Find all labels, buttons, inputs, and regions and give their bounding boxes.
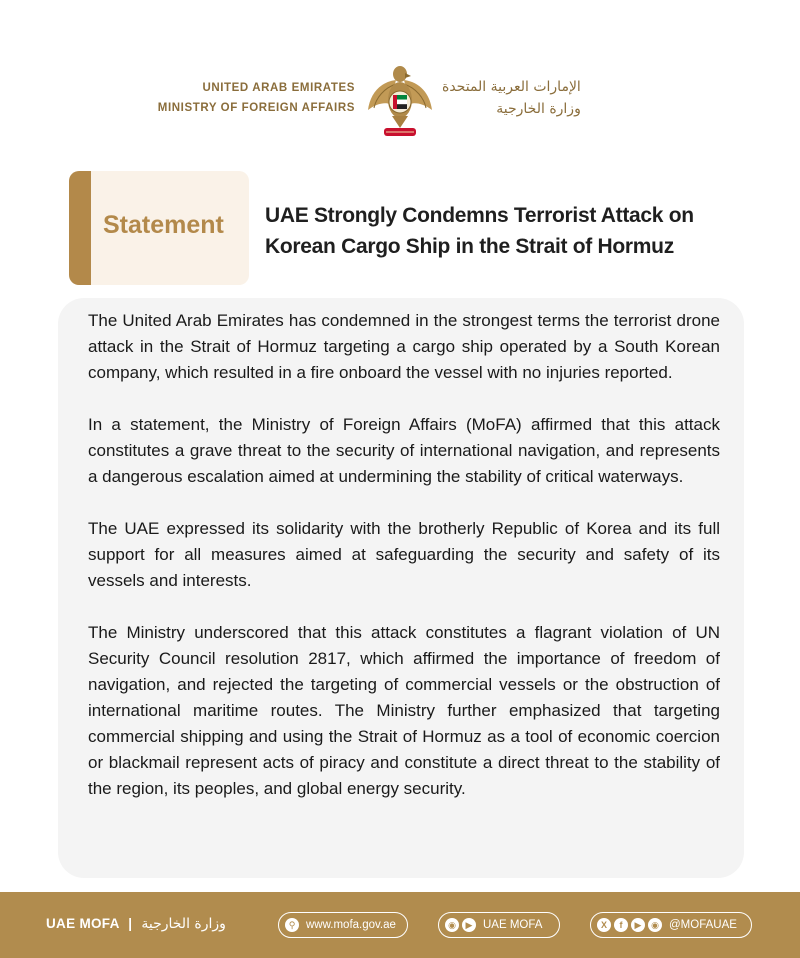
statement-label-box bbox=[69, 171, 249, 285]
uae-emblem-icon bbox=[366, 64, 434, 144]
org-ar-line2: وزارة الخارجية bbox=[496, 101, 581, 117]
search-icon: ⚲ bbox=[285, 918, 299, 932]
social-handle: @MOFAUAE bbox=[669, 919, 737, 931]
video-handle: UAE MOFA bbox=[483, 919, 543, 931]
body-paragraph-1: The United Arab Emirates has condemned in the strongest terms the terrorist drone attack in the Strait of Hormuz targeting a cargo ship operated by a South Korean company, which resulted in a fire onboard the vessel with no injuries reported. bbox=[88, 311, 720, 382]
instagram-icon: ◉ bbox=[648, 918, 662, 932]
statement-body-card bbox=[58, 298, 744, 878]
title-line1: UAE Strongly Condemns Terrorist Attack on bbox=[265, 204, 694, 227]
org-ar-line1: الإمارات العربية المتحدة bbox=[442, 79, 581, 95]
video-channels-link[interactable] bbox=[438, 912, 560, 938]
statement-label: Statement bbox=[103, 211, 224, 239]
website-link[interactable] bbox=[278, 912, 408, 938]
website-url: www.mofa.gov.ae bbox=[306, 919, 396, 931]
youtube-icon: ▶ bbox=[631, 918, 645, 932]
statement-body bbox=[88, 308, 720, 828]
ministry-header bbox=[0, 62, 800, 146]
youtube-icon: ▶ bbox=[462, 918, 476, 932]
org-en-line2: MINISTRY OF FOREIGN AFFAIRS bbox=[157, 102, 355, 114]
ministry-name-en bbox=[158, 78, 355, 118]
instagram-icon: ◉ bbox=[445, 918, 459, 932]
footer-brand-en: UAE MOFA bbox=[46, 916, 120, 931]
org-en-line1: UNITED ARAB EMIRATES bbox=[202, 82, 355, 94]
footer-brand-separator: | bbox=[128, 916, 133, 931]
body-paragraph-4: The Ministry underscored that this attack constitutes a flagrant violation of UN Security Council resolution 2817, which affirmed the importance of freedom of navigation, and rejected the targeting of commercial vessels or the obstruction of international maritime routes. The Ministry further emphasized that targeting commercial shipping and using the Strait of Hormuz as a tool of economic coercion or blackmail represent acts of piracy and constitute a direct threat to the stability of the region, its peoples, and global energy security. bbox=[88, 623, 720, 798]
body-paragraph-3: The UAE expressed its solidarity with the brotherly Republic of Korea and its full support for all measures aimed at safeguarding the security and safety of its vessels and interests. bbox=[88, 519, 720, 590]
facebook-icon: f bbox=[614, 918, 628, 932]
title-line2: Korean Cargo Ship in the Strait of Hormuz bbox=[265, 235, 674, 258]
footer-bar bbox=[0, 892, 800, 958]
x-icon: X bbox=[597, 918, 611, 932]
social-links[interactable] bbox=[590, 912, 752, 938]
footer-brand-ar: وزارة الخارجية bbox=[141, 916, 226, 932]
statement-accent-bar bbox=[69, 171, 91, 285]
body-paragraph-2: In a statement, the Ministry of Foreign Affairs (MoFA) affirmed that this attack constitutes a grave threat to the security of international navigation, and represents a dangerous escalation aimed at undermining the stability of critical waterways. bbox=[88, 415, 720, 486]
statement-title bbox=[265, 200, 765, 262]
footer-brand bbox=[46, 916, 226, 932]
ministry-name-ar bbox=[442, 76, 581, 120]
